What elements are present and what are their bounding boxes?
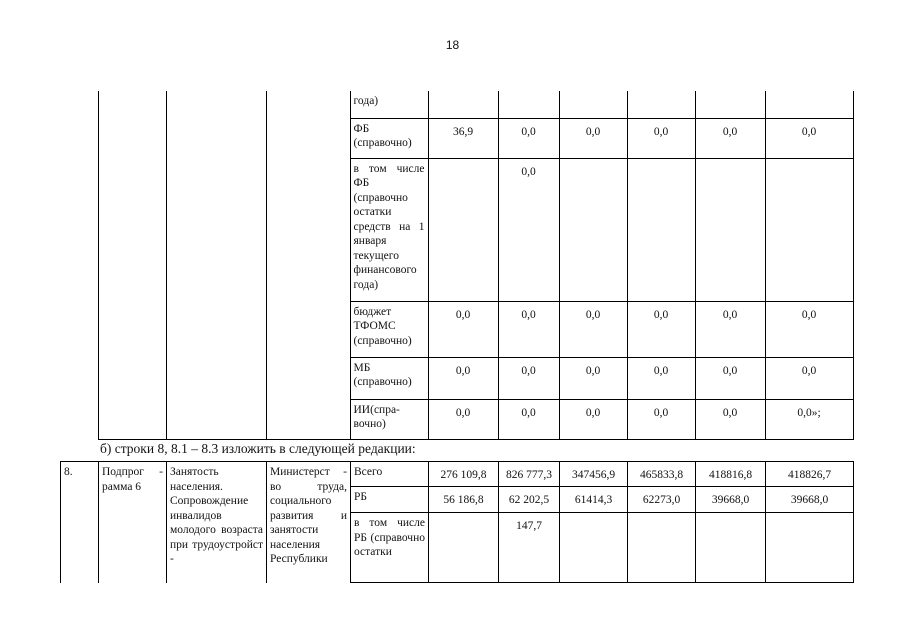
table-row — [61, 462, 854, 487]
source-label: РБ — [351, 487, 429, 513]
value-cell: 0,0 — [765, 118, 853, 158]
value-cell — [560, 513, 628, 583]
value-cell: 0,0 — [428, 399, 498, 439]
value-cell: 62 202,5 — [499, 487, 560, 513]
value-cell: 0,0 — [559, 301, 627, 357]
source-label: ИИ(спра-вочно) — [350, 399, 428, 439]
value-cell: 0,0 — [498, 301, 559, 357]
value-cell: 826 777,3 — [499, 462, 560, 487]
value-cell: 0,0 — [428, 301, 498, 357]
value-cell: 0,0 — [498, 158, 559, 301]
subprogram-line: Подпрог - — [102, 466, 163, 478]
value-cell: 0,0 — [695, 357, 765, 399]
value-cell — [498, 91, 559, 118]
value-cell: 276 109,8 — [429, 462, 499, 487]
value-cell: 0,0»; — [765, 399, 853, 439]
source-label: ФБ (справочно) — [350, 118, 428, 158]
value-cell: 0,0 — [498, 357, 559, 399]
source-label: года) — [350, 91, 428, 118]
page-number: 18 — [445, 38, 460, 52]
value-cell: 418816,8 — [696, 462, 766, 487]
value-cell — [765, 91, 853, 118]
value-cell — [627, 91, 695, 118]
value-cell: 0,0 — [498, 399, 559, 439]
empty-cell — [166, 91, 266, 439]
amendment-note: б) строки 8, 8.1 – 8.3 изложить в следующей редакции: — [100, 441, 416, 456]
value-cell: 0,0 — [695, 118, 765, 158]
value-cell: 0,0 — [559, 118, 627, 158]
value-cell: 39668,0 — [696, 487, 766, 513]
value-cell — [627, 158, 695, 301]
executor-cell: Министерст - во труда, социального развития и занятости населения Республики — [267, 462, 351, 583]
value-cell — [695, 91, 765, 118]
value-cell — [559, 158, 627, 301]
value-cell: 0,0 — [498, 118, 559, 158]
value-cell: 0,0 — [559, 399, 627, 439]
value-cell: 0,0 — [627, 301, 695, 357]
value-cell — [559, 91, 627, 118]
empty-cell — [60, 91, 98, 439]
empty-cell — [266, 91, 350, 439]
value-cell: 39668,0 — [766, 487, 854, 513]
value-cell: 56 186,8 — [429, 487, 499, 513]
value-cell: 465833,8 — [628, 462, 696, 487]
value-cell — [428, 158, 498, 301]
value-cell: 0,0 — [695, 301, 765, 357]
value-cell: 347456,9 — [560, 462, 628, 487]
source-label: бюджет ТФОМС (справочно) — [350, 301, 428, 357]
value-cell: 62273,0 — [628, 487, 696, 513]
value-cell: 0,0 — [627, 399, 695, 439]
value-cell: 0,0 — [765, 301, 853, 357]
source-label: в том числе ФБ (справочно остатки средств на 1 января текущего финансового года) — [350, 158, 428, 301]
value-cell — [628, 513, 696, 583]
value-cell: 147,7 — [499, 513, 560, 583]
value-cell: 0,0 — [559, 357, 627, 399]
value-cell: 0,0 — [765, 357, 853, 399]
value-cell — [765, 158, 853, 301]
value-cell — [429, 513, 499, 583]
value-cell: 0,0 — [428, 357, 498, 399]
value-cell: 0,0 — [627, 118, 695, 158]
source-label: в том числе РБ (справочно остатки — [351, 513, 429, 583]
upper-table — [60, 91, 854, 440]
subprogram-line: рамма 6 — [102, 480, 142, 493]
value-cell: 36,9 — [428, 118, 498, 158]
subprogram-cell — [99, 462, 167, 583]
value-cell — [428, 91, 498, 118]
source-label: МБ (справочно) — [350, 357, 428, 399]
lower-table — [60, 461, 854, 583]
value-cell: 0,0 — [695, 399, 765, 439]
value-cell: 418826,7 — [766, 462, 854, 487]
value-cell — [766, 513, 854, 583]
empty-cell — [98, 91, 166, 439]
row-number: 8. — [61, 462, 99, 583]
measure-title: Занятость населения. Сопровождение инвалидов молодого возраста при трудоустройст - — [167, 462, 267, 583]
value-cell — [696, 513, 766, 583]
table-row — [60, 91, 853, 118]
value-cell: 0,0 — [627, 357, 695, 399]
source-label: Всего — [351, 462, 429, 487]
value-cell — [695, 158, 765, 301]
value-cell: 61414,3 — [560, 487, 628, 513]
